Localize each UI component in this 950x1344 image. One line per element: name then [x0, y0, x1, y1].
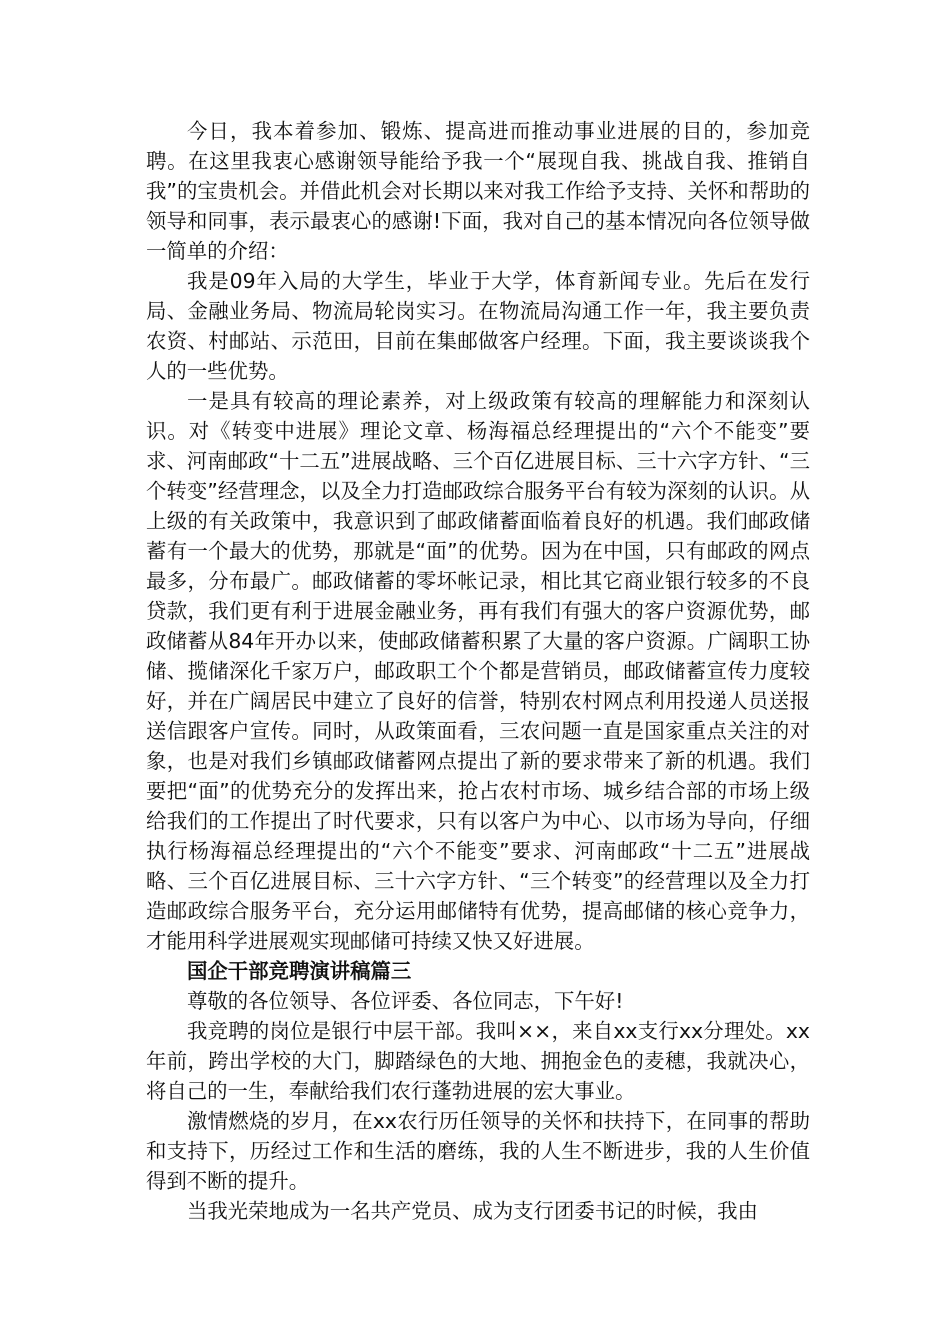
paragraph-advantage: 一是具有较高的理论素养，对上级政策有较高的理解能力和深刻认识。对《转变中进展》理论文章、杨海福总经理提出的“六个不能变”要求、河南邮政“十二五”进展战略、三个百亿进展目标、三十六字方针、“三个转变”经营理念，以及全力打造邮政综合服务平台有较为深刻的认识。从上级的有关政策中，我意识到了邮政储蓄面临着良好的机遇。我们邮政储蓄有一个最大的优势，那就是“面”的优势。因为在中国，只有邮政的网点最多，分布最广。邮政储蓄的零坏帐记录，相比其它商业银行较多的不良贷款，我们更有利于进展金融业务，再有我们有强大的客户资源优势，邮政储蓄从84年开办以来，使邮政储蓄积累了大量的客户资源。广阔职工协储、揽储深化千家万户，邮政职工个个都是营销员，邮政储蓄宣传力度较好，并在广阔居民中建立了良好的信誉，特别农村网点利用投递人员送报送信跟客户宣传。同时，从政策面看，三农问题一直是国家重点关注的对象，也是对我们乡镇邮政储蓄网点提出了新的要求带来了新的机遇。我们要把“面”的优势充分的发挥出来，抢占农村市场、城乡结合部的市场上级给我们的工作提出了时代要求，只有以客户为中心、以市场为导向，仔细执行杨海福总经理提出的“六个不能变”要求、河南邮政“十二五”进展战略、三个百亿进展目标、三十六字方针、“三个转变”的经营理以及全力打造邮政综合服务平台，充分运用邮储特有优势，提高邮储的核心竞争力，才能用科学进展观实现邮储可持续又快又好进展。: [146, 389, 810, 953]
section-heading: 国企干部竞聘演讲稿篇三: [187, 959, 412, 983]
document-page: [146, 116, 810, 1226]
paragraph-background: 我是09年入局的大学生，毕业于大学，体育新闻专业。先后在发行局、金融业务局、物流局轮岗实习。在物流局沟通工作一年，我主要负责农资、村邮站、示范田，目前在集邮做客户经理。下面，我主要谈谈我个人的一些优势。: [146, 269, 810, 383]
paragraph-position: 我竞聘的岗位是银行中层干部。我叫××，来自xx支行xx分理处。xx年前，跨出学校的大门，脚踏绿色的大地、拥抱金色的麦穗，我就决心，将自己的一生，奉献给我们农行蓬勃进展的宏大事业。: [146, 1019, 810, 1103]
paragraph-continuation: 当我光荣地成为一名共产党员、成为支行团委书记的时候，我由: [187, 1199, 758, 1223]
paragraph-growth: 激情燃烧的岁月，在xx农行历任领导的关怀和扶持下，在同事的帮助和支持下，历经过工作和生活的磨练，我的人生不断进步，我的人生价值得到不断的提升。: [146, 1109, 810, 1193]
paragraph-intro: 今日，我本着参加、锻炼、提高进而推动事业进展的目的，参加竞聘。在这里我衷心感谢领导能给予我一个“展现自我、挑战自我、推销自我”的宝贵机会。并借此机会对长期以来对我工作给予支持、关怀和帮助的领导和同事，表示最衷心的感谢!下面，我对自己的基本情况向各位领导做一简单的介绍：: [146, 119, 810, 263]
paragraph-greeting: 尊敬的各位领导、各位评委、各位同志，下午好!: [187, 989, 624, 1013]
